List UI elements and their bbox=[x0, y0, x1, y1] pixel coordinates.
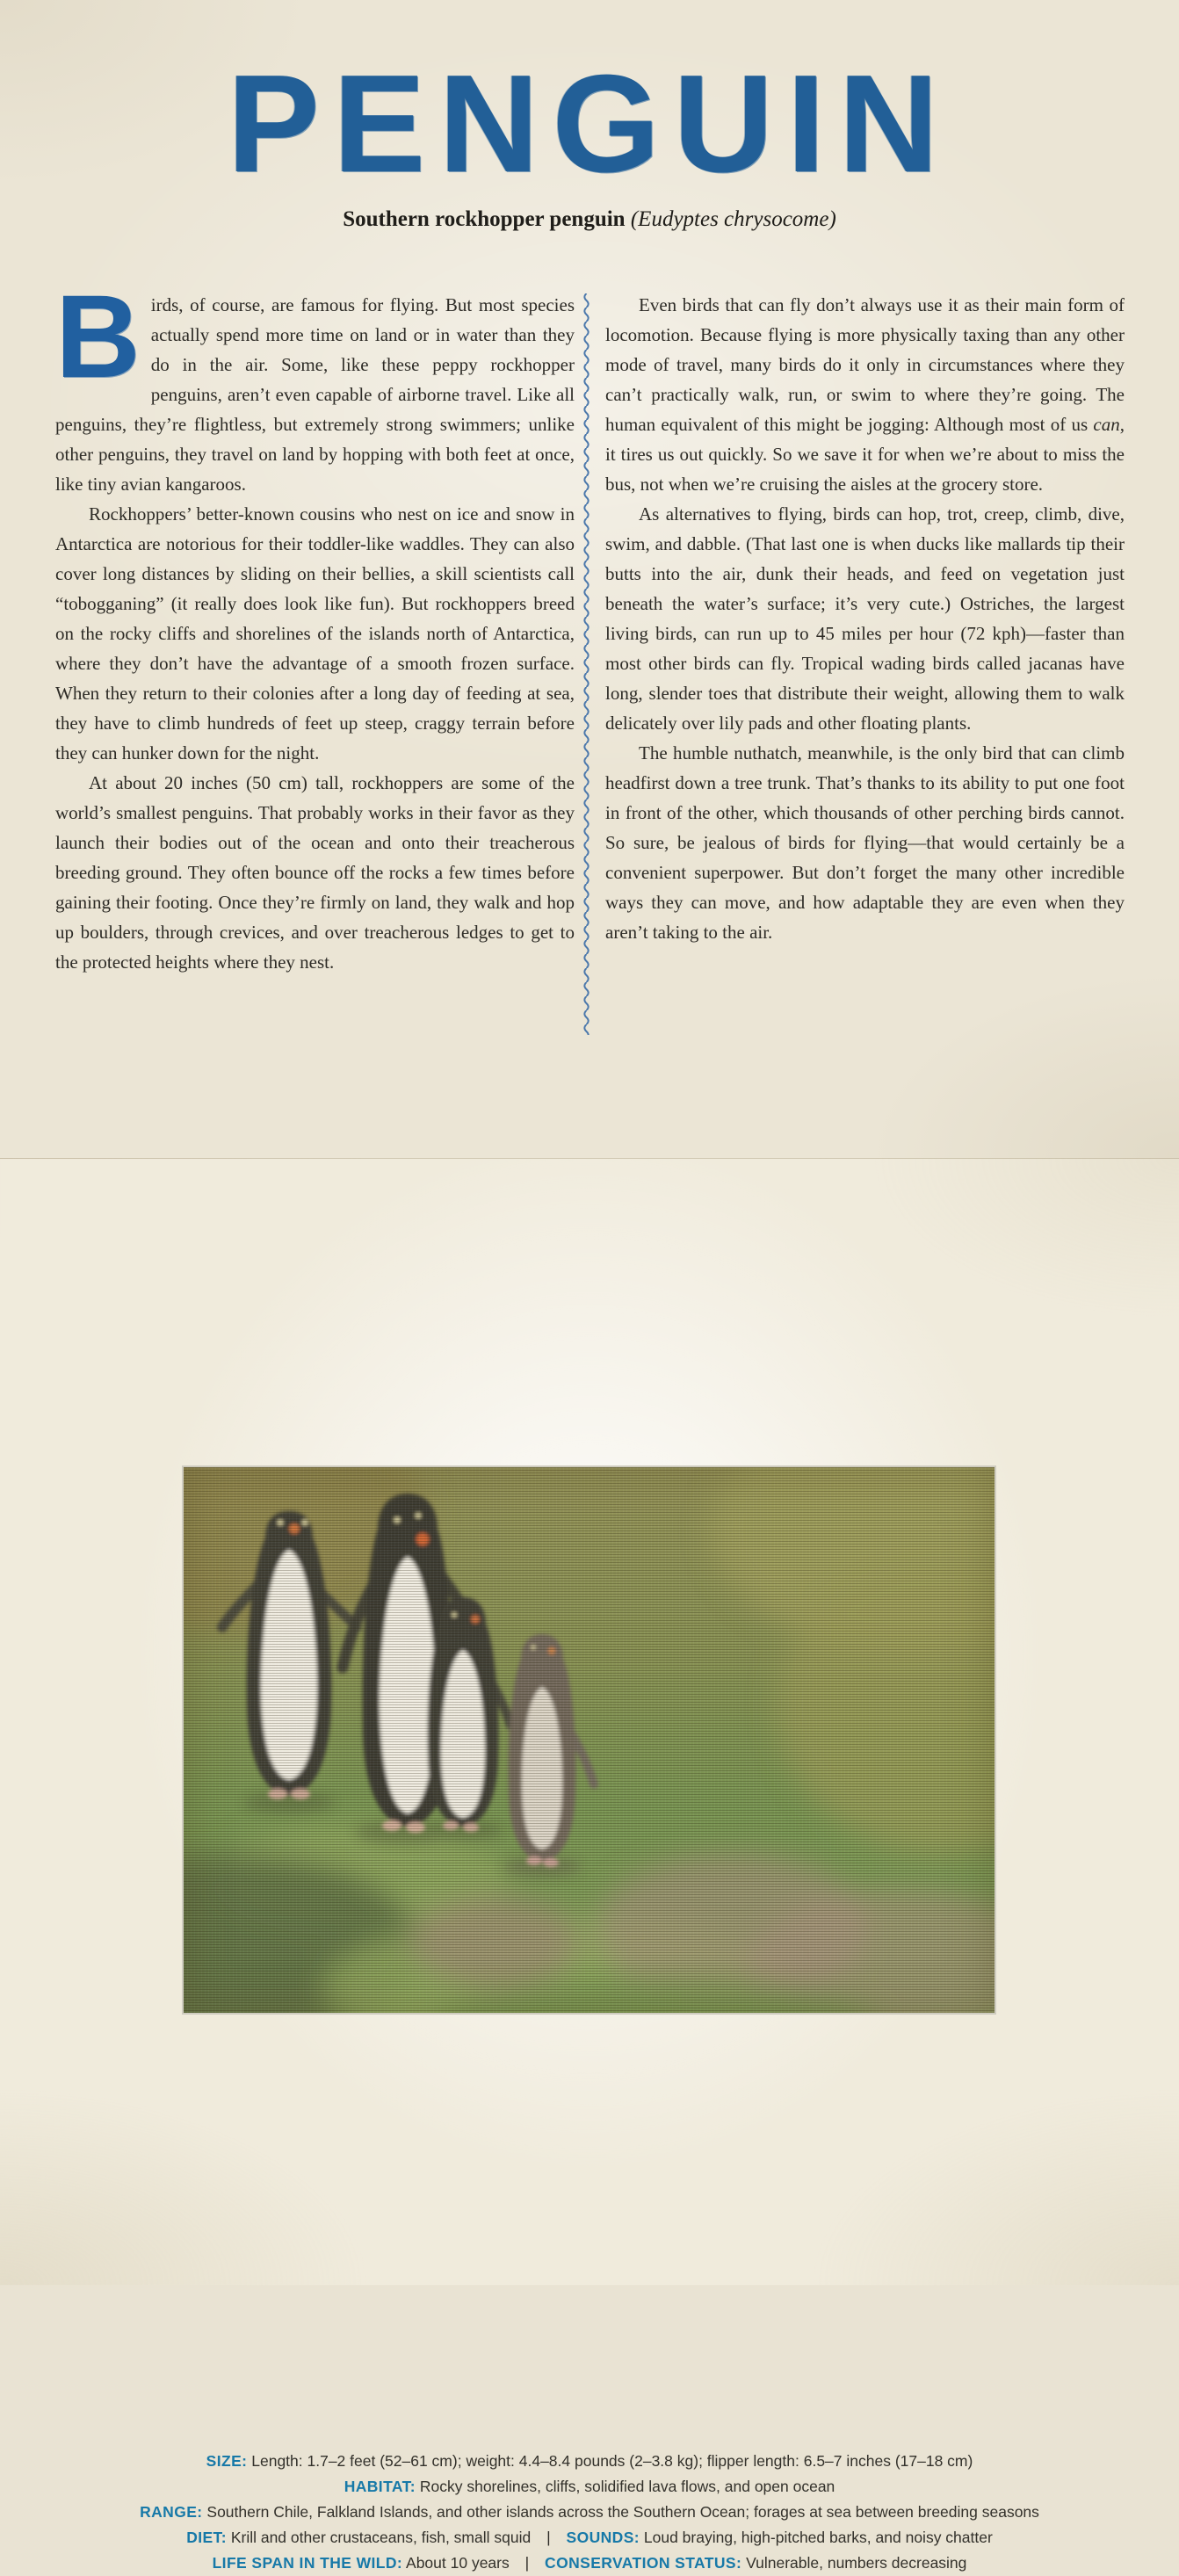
fact-row-lifespan-status bbox=[0, 2551, 1179, 2576]
page-title: PENGUIN bbox=[227, 47, 952, 201]
column-divider bbox=[581, 293, 592, 1035]
fact-value: Southern Chile, Falkland Islands, and other islands across the Southern Ocean; forages at sea between breeding seasons bbox=[206, 2503, 1039, 2521]
fact-label: LIFE SPAN IN THE WILD: bbox=[212, 2554, 403, 2572]
page-top bbox=[0, 0, 1179, 1158]
article-paragraph: The humble nuthatch, meanwhile, is the only bird that can climb headfirst down a tree trunk. That’s thanks to its ability to put one foot in front of the other, which thousands of other perching birds cannot. So sure, be jealous of birds for flying—that would certainly be a convenient superpower. But don’t forget the many other incredible ways they can move, and how adaptable they are even when they aren’t taking to the air. bbox=[605, 742, 1125, 943]
fact-value: Loud braying, high-pitched barks, and noisy chatter bbox=[643, 2529, 993, 2546]
article-paragraph: As alternatives to flying, birds can hop, trot, creep, climb, dive, swim, and dabble. (That last one is when ducks like mallards tip their butts into the air, dunk their heads, and feed on vegetation just beneath the water’s surface; it’s very cute.) Ostriches, the largest living birds, can run up to 45 miles per hour (72 kph)—faster than most other birds can fly. Tropical wading birds called jacanas have long, slender toes that distribute their weight, allowing them to walk delicately over lily pads and other floating plants. bbox=[605, 503, 1125, 734]
fact-label: HABITAT: bbox=[344, 2478, 416, 2495]
fact-value: Krill and other crustaceans, fish, small squid bbox=[230, 2529, 532, 2546]
facts-panel bbox=[0, 2449, 1179, 2576]
paragraph-text: Even birds that can fly don’t always use it as their main form of locomotion. Because flying is more physically taxing than any other mode of travel, many birds do it only in circumstances where they can’t practically walk, run, or swim to where they’re going. The human equivalent of this might be jogging: Although most of us bbox=[605, 294, 1125, 435]
right-column bbox=[605, 290, 1125, 947]
page-bottom bbox=[0, 1158, 1179, 2572]
emphasis-word: can bbox=[1093, 414, 1120, 435]
fact-label: DIET: bbox=[186, 2529, 227, 2546]
fact-row-range bbox=[0, 2500, 1179, 2525]
left-column bbox=[55, 271, 575, 977]
fact-row-habitat bbox=[0, 2474, 1179, 2500]
article-paragraph bbox=[55, 271, 575, 499]
fact-value: Vulnerable, numbers decreasing bbox=[746, 2554, 967, 2572]
species-subtitle bbox=[0, 206, 1179, 234]
article-paragraph: Rockhoppers’ better-known cousins who nest on ice and snow in Antarctica are notorious for their toddler-like waddles. They can also cover long distances by sliding on their bellies, a skill scientists call “tobogganing” (it really does look like fun). But rockhoppers breed on the rocky cliffs and shorelines of the islands north of Antarctica, where they don’t have the advantage of a smooth frozen surface. When they return to their colonies after a long day of feeding at sea, they have to climb hundreds of feet up steep, craggy terrain before they can hunker down for the night. bbox=[55, 503, 575, 763]
fact-row-diet-sounds bbox=[0, 2525, 1179, 2551]
species-common-name: Southern rockhopper penguin bbox=[343, 207, 631, 231]
article-paragraph: At about 20 inches (50 cm) tall, rockhoppers are some of the world’s smallest penguins. That probably works in their favor as they launch their bodies out of the ocean and onto their treacherous breeding ground. They often bounce off the rocks a few times before gaining their footing. Once they’re firmly on land, they walk and hop up boulders, through crevices, and over treacherous ledges to get to the protected heights where they nest. bbox=[55, 772, 575, 973]
drop-cap: B bbox=[55, 271, 141, 402]
article-paragraph bbox=[605, 290, 1125, 499]
fact-value: About 10 years bbox=[406, 2554, 510, 2572]
fact-label: RANGE: bbox=[140, 2503, 203, 2521]
paragraph-text: irds, of course, are famous for flying. But most species actually spend more time on land or in water than they do in the air. Some, like these peppy rockhopper penguins, aren’t even capable of airborne travel. Like all penguins, they’re flightless, but extremely strong swimmers; unlike other penguins, they travel on land by hopping with both feet at once, like tiny avian kangaroos. bbox=[55, 294, 575, 495]
fact-label: SOUNDS: bbox=[566, 2529, 640, 2546]
fact-value: Length: 1.7–2 feet (52–61 cm); weight: 4.4–8.4 pounds (2–3.8 kg); flipper length: 6.5–7 inches (17–18 cm) bbox=[251, 2452, 973, 2470]
paragraph-text: , it tires us out quickly. So we save it for when we’re about to miss the bus, not when we’re cruising the aisles at the grocery store. bbox=[605, 414, 1125, 495]
fact-label: CONSERVATION STATUS: bbox=[545, 2554, 742, 2572]
fact-separator: | bbox=[524, 2554, 530, 2572]
penguin-photo bbox=[184, 1467, 995, 2013]
fact-row-size bbox=[0, 2449, 1179, 2474]
penguin-photo-scene bbox=[184, 1467, 995, 2013]
wavy-line bbox=[581, 293, 592, 1035]
species-scientific-name: (Eudyptes chrysocome) bbox=[630, 207, 836, 231]
fact-separator: | bbox=[546, 2529, 551, 2546]
fact-value: Rocky shorelines, cliffs, solidified lava flows, and open ocean bbox=[419, 2478, 835, 2495]
fact-label: SIZE: bbox=[206, 2452, 248, 2470]
